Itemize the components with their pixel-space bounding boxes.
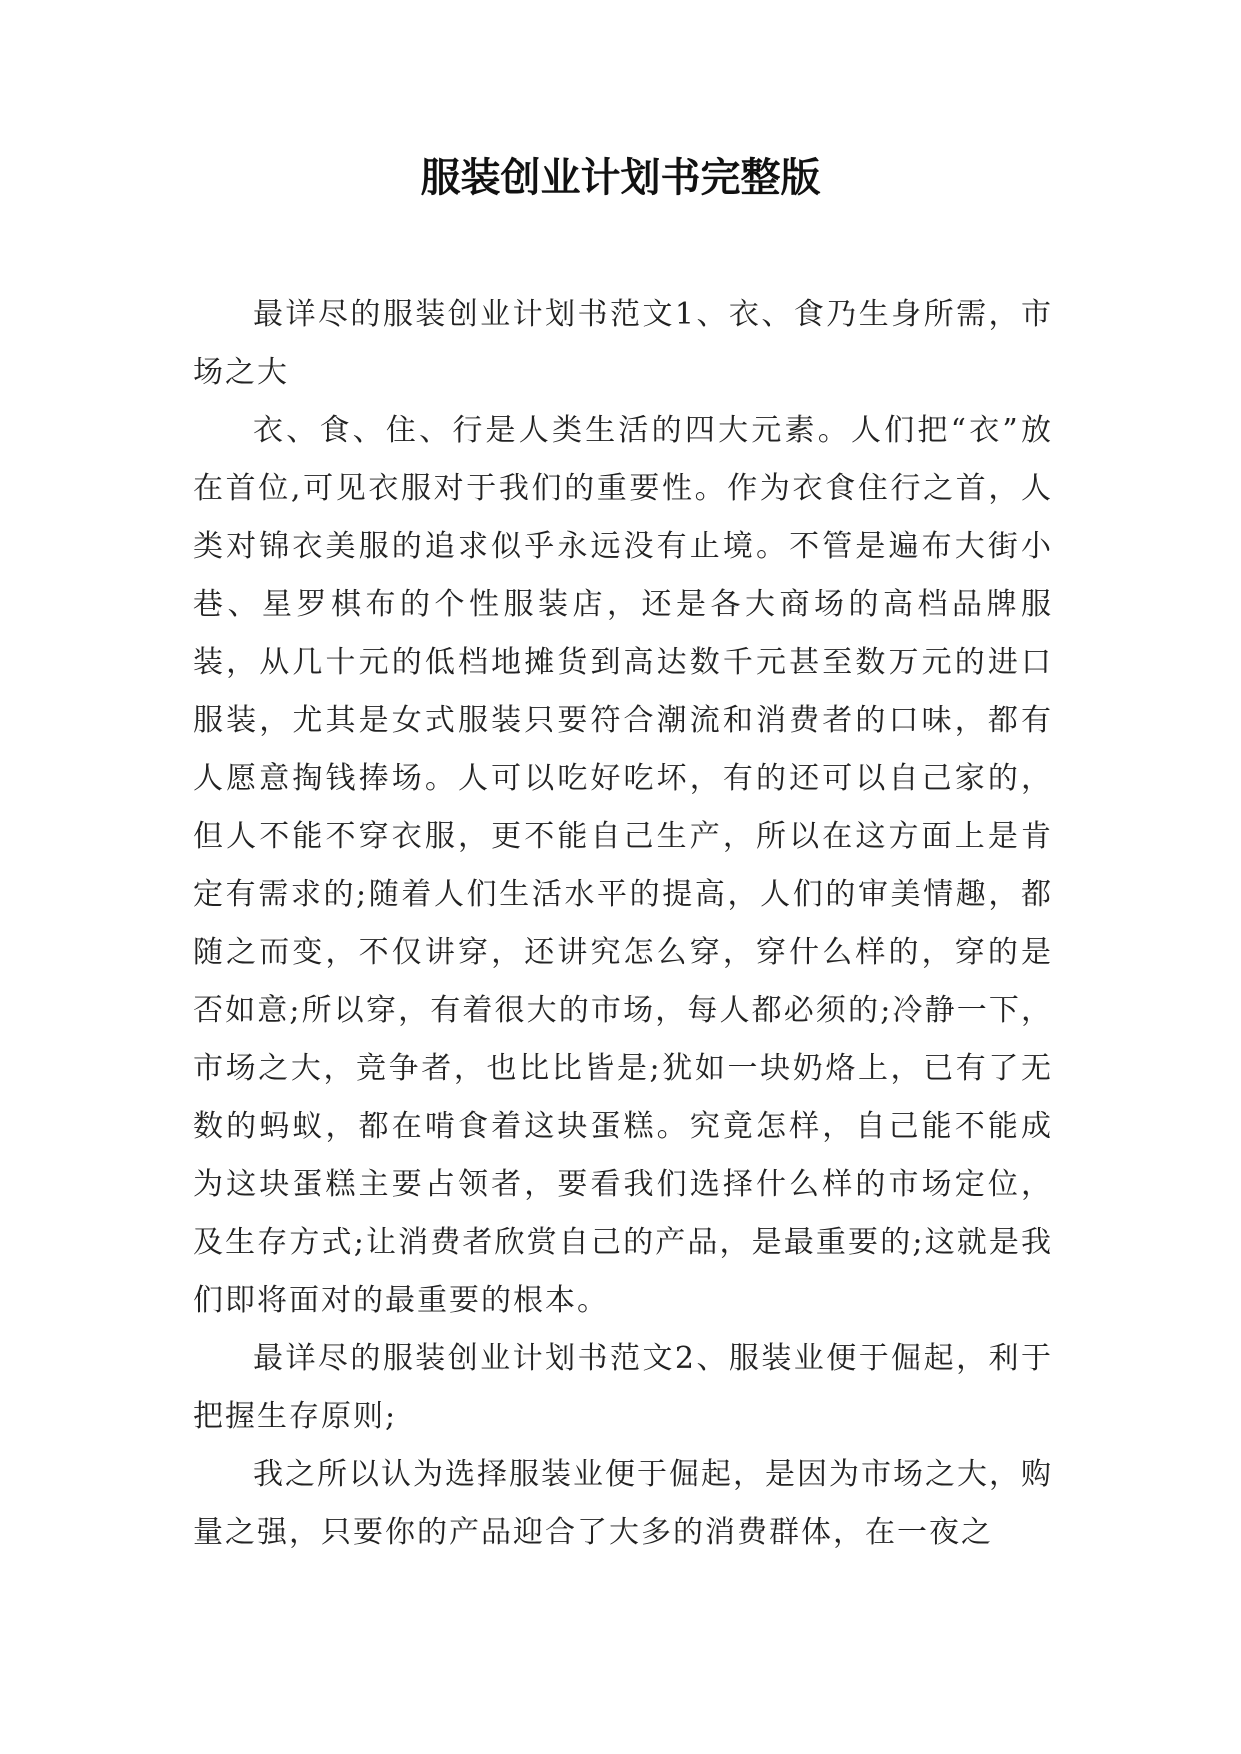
paragraph-2: 衣、食、住、行是人类生活的四大元素。人们把“衣”放在首位,可见衣服对于我们的重要性。作为衣食住行之首，人类对锦衣美服的追求似乎永远没有止境。不管是遍布大街小巷、星罗棋布的个性服装店，还是各大商场的高档品牌服装，从几十元的低档地摊货到高达数千元甚至数万元的进口服装，尤其是女式服装只要符合潮流和消费者的口味，都有人愿意掏钱捧场。人可以吃好吃坏，有的还可以自己家的，但人不能不穿衣服，更不能自己生产，所以在这方面上是肯定有需求的;随着人们生活水平的提高，人们的审美情趣，都随之而变，不仅讲穿，还讲究怎么穿，穿什么样的，穿的是否如意;所以穿，有着很大的市场，每人都必须的;冷静一下，市场之大，竞争者，也比比皆是;犹如一块奶烙上，已有了无数的蚂蚁，都在啃食着这块蛋糕。究竟怎样，自己能不能成为这块蛋糕主要占领者，要看我们选择什么样的市场定位，及生存方式;让消费者欣赏自己的产品，是最重要的;这就是我们即将面对的最重要的根本。 [193, 413, 1053, 1318]
paragraph-4: 我之所以认为选择服装业便于倔起，是因为市场之大，购量之强，只要你的产品迎合了大多的消费群体，在一夜之 [193, 1457, 1053, 1550]
document-body [193, 286, 1053, 1562]
paragraph-3: 最详尽的服装创业计划书范文2、服装业便于倔起，利于把握生存原则; [193, 1341, 1053, 1434]
page-title: 服装创业计划书完整版 [420, 155, 821, 201]
paragraph-1: 最详尽的服装创业计划书范文1、衣、食乃生身所需，市场之大 [193, 297, 1053, 390]
